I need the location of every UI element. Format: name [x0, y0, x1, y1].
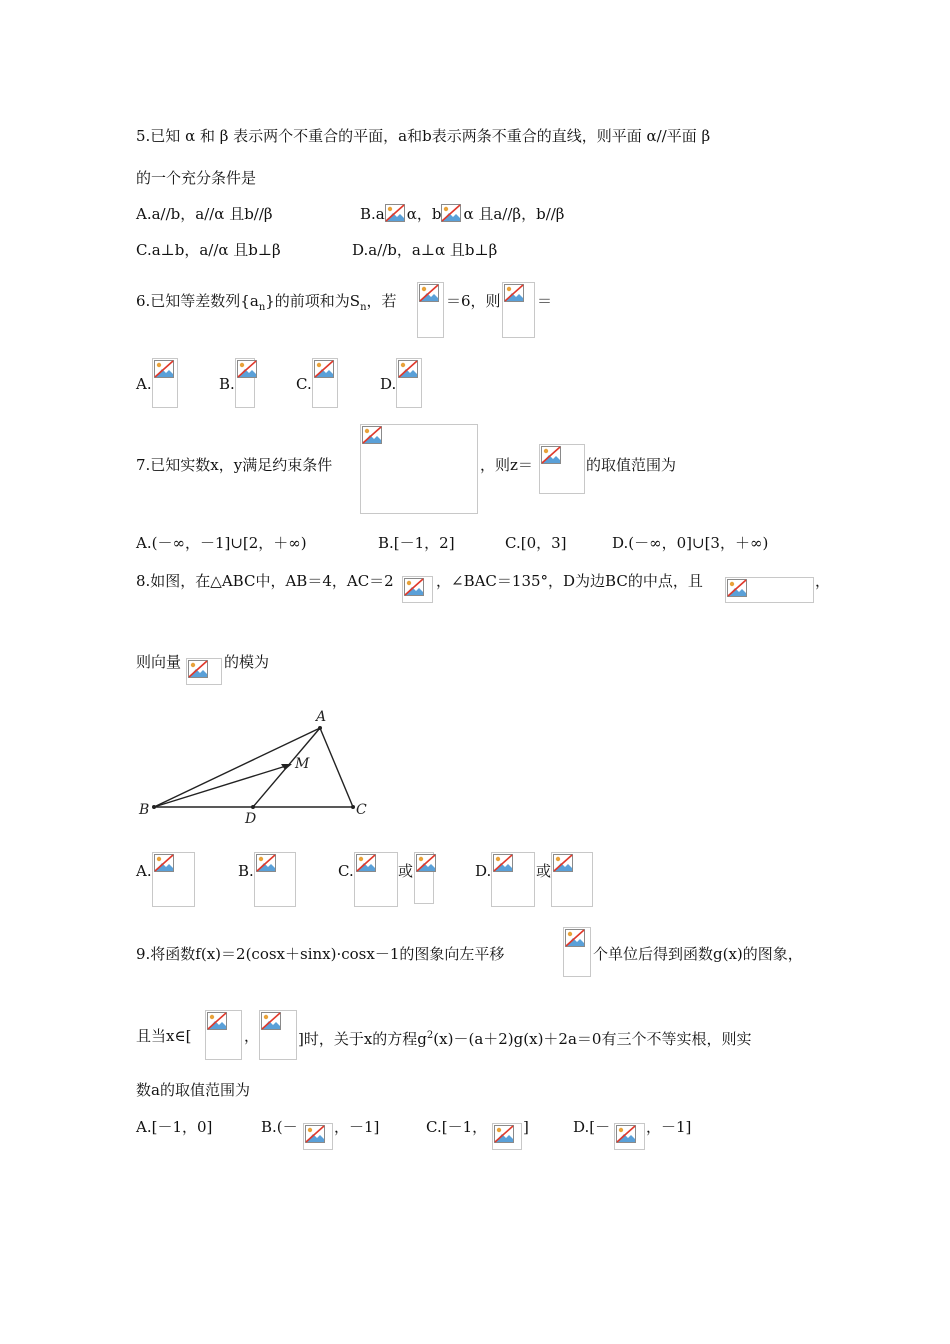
- q9-option-d-part2: ，－1]: [646, 1118, 692, 1136]
- q6-option-b: B.: [219, 375, 235, 393]
- q9-line2-text: ]时，关于x的方程g: [298, 1030, 427, 1048]
- q8-stem-comma: ，: [815, 572, 831, 590]
- q8-option-d-image2: [551, 852, 593, 907]
- q6-stem: [136, 291, 397, 318]
- q9-stem-part1: 9.将函数f(x)＝2(cosx＋sinx)·cosx－1的图象向左平移: [136, 945, 505, 963]
- q6-formula-image: [502, 282, 535, 338]
- q9-option-b-part2: ，－1]: [334, 1118, 380, 1136]
- q8-stem-part2: ，∠BAC＝135°，D为边BC的中点，且: [436, 572, 703, 590]
- q8-option-d-image: [491, 852, 535, 907]
- q9-option-d-part1: D.[－: [573, 1118, 611, 1136]
- label-b: B: [139, 802, 150, 818]
- q9-option-c-part1: C.[－1，: [426, 1118, 488, 1136]
- q9-line2-part1: 且当x∈[: [136, 1027, 192, 1045]
- q6-stem-part3: ，若: [366, 292, 397, 310]
- q7-constraints-image: [360, 424, 478, 514]
- q8-option-d-or: 或: [536, 862, 552, 880]
- q8-option-c-or: 或: [398, 862, 414, 880]
- q8-vector-image: [725, 577, 814, 603]
- label-a: A: [316, 709, 327, 725]
- q9-option-d-image: [614, 1123, 645, 1150]
- q8-option-d: D.: [475, 862, 492, 880]
- q5-option-b: [360, 204, 564, 224]
- q6-option-a: A.: [136, 375, 152, 393]
- q8-option-a-image: [152, 852, 195, 907]
- q8-option-b: B.: [238, 862, 254, 880]
- q9-option-b-part1: B.(－: [261, 1118, 298, 1136]
- q5-option-b-part2: α，b: [406, 205, 442, 223]
- q8-stem-part1: 8.如图，在△ABC中，AB＝4，AC＝2: [136, 572, 394, 590]
- broken-image-icon: [385, 204, 407, 222]
- q6-stem-eq6: ＝6，则: [446, 292, 501, 310]
- q9-line3: 数a的取值范围为: [136, 1081, 250, 1099]
- q8-vector-image: [186, 658, 222, 685]
- q7-option-a: A.(－∞，－1]∪[2，＋∞): [136, 534, 307, 552]
- q6-stem-part2: }的前项和为S: [265, 292, 361, 310]
- q8-option-c-image2: [414, 852, 434, 904]
- q5-stem-line2: 的一个充分条件是: [136, 169, 257, 187]
- q9-option-c-image: [492, 1123, 522, 1150]
- q7-stem-part1: 7.已知实数x，y满足约束条件: [136, 456, 333, 474]
- q9-option-a: A.[－1，0]: [136, 1118, 213, 1136]
- q8-line2-part2: 的模为: [224, 653, 270, 671]
- q8-sqrt-image: [402, 576, 433, 603]
- broken-image-icon: [441, 204, 463, 222]
- q5-option-b-part3: α 且a//β，b//β: [463, 205, 565, 223]
- q6-option-a-image: [152, 358, 178, 408]
- q9-stem-part2: 个单位后得到函数g(x)的图象，: [593, 945, 803, 963]
- q6-subscript: n: [360, 302, 367, 313]
- q6-option-c: C.: [296, 375, 312, 393]
- q8-line2-part1: 则向量: [136, 653, 182, 671]
- q6-formula-image: [417, 282, 444, 338]
- label-d: D: [245, 811, 257, 827]
- q9-interval-image: [259, 1010, 297, 1060]
- q6-option-d: D.: [380, 375, 397, 393]
- label-c: C: [356, 802, 367, 818]
- q5-option-a: A.a//b，a//α 且b//β: [136, 205, 273, 223]
- q7-option-d: D.(－∞，0]∪[3，＋∞): [612, 534, 769, 552]
- label-m: M: [295, 756, 310, 772]
- q5-option-c: C.a⊥b，a//α 且b⊥β: [136, 241, 281, 259]
- q9-option-b-image: [303, 1123, 333, 1150]
- q8-option-a: A.: [136, 862, 152, 880]
- q5-option-b-part1: B.a: [360, 205, 385, 223]
- q6-option-c-image: [312, 358, 338, 408]
- q6-subscript: n: [258, 302, 266, 313]
- q7-option-b: B.[－1，2]: [378, 534, 455, 552]
- q6-option-d-image: [396, 358, 422, 408]
- q8-option-c: C.: [338, 862, 354, 880]
- q8-option-c-image: [354, 852, 398, 907]
- q6-stem-part1: 6.已知等差数列{a: [136, 292, 259, 310]
- q7-stem-part3: 的取值范围为: [586, 456, 677, 474]
- q9-superscript: 2: [426, 1030, 434, 1041]
- q5-option-d: D.a//b，a⊥α 且b⊥β: [352, 241, 498, 259]
- q9-shift-image: [563, 927, 591, 977]
- q6-option-b-image: [235, 358, 255, 408]
- q8-triangle-figure: [136, 702, 376, 832]
- q8-option-b-image: [254, 852, 296, 907]
- q9-option-c-part2: ]: [523, 1118, 529, 1136]
- q7-stem-part2: ，则z＝: [480, 456, 533, 474]
- q9-line2-part2: [298, 1026, 751, 1049]
- q9-line2-comma: ，: [244, 1027, 260, 1045]
- q5-stem-line1: 5.已知 α 和 β 表示两个不重合的平面，a和b表示两条不重合的直线，则平面 α//平面 β: [136, 127, 711, 145]
- q9-interval-image: [205, 1010, 242, 1060]
- q9-line2-text2: (x)－(a＋2)g(x)＋2a＝0有三个不等实根，则实: [433, 1030, 752, 1048]
- q7-formula-image: [539, 444, 585, 494]
- q7-option-c: C.[0，3]: [505, 534, 567, 552]
- q6-stem-eq: ＝: [537, 292, 553, 310]
